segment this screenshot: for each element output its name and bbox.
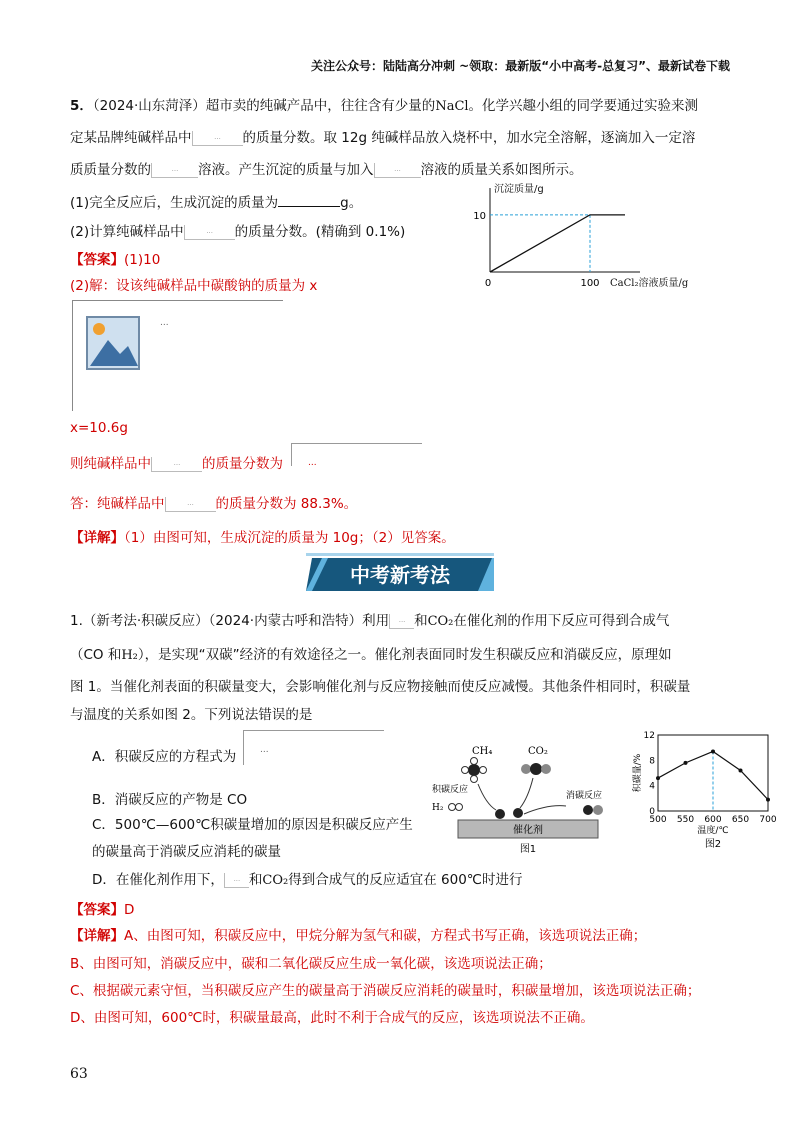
x-tick-label: 100 <box>580 278 600 289</box>
q5-then: 则纯碱样品中... 的质量分数为 <box>70 454 283 474</box>
q5-sub2: (2)计算纯碱样品中... 的质量分数。(精确到 0.1%) <box>70 222 405 242</box>
page-header: 关注公众号：陆陆高分冲刺 ~领取：最新版“小中高考-总复习”、最新试卷下载 <box>311 59 730 73</box>
h2-label: H₂ <box>432 803 444 813</box>
x-tick-label: 600 <box>704 815 722 825</box>
q1-line4: 与温度的关系如图 2。下列说法错误的是 <box>70 707 313 723</box>
q5-sub1: (1)完全反应后，生成沉淀的质量为 g。 <box>70 192 362 213</box>
y-tick-label: 0 <box>649 807 655 817</box>
precipitate-chart <box>470 180 700 290</box>
formula-placeholder <box>184 225 235 240</box>
q1-detail-b: B、由图可知，消碳反应中，碳和二氧化碳反应生成一氧化碳，该选项说法正确； <box>70 956 552 972</box>
q1-line1: 1.（新考法·积碳反应）（2024·内蒙古呼和浩特）利用... 和CO₂在催化剂的作用下反应可得到合成气 <box>70 611 669 632</box>
data-point <box>766 798 770 802</box>
x-tick-label: 0 <box>484 278 492 289</box>
ellipsis: ... <box>160 318 169 328</box>
q5-answer-2: (2)解：设该纯碱样品中碳酸钠的质量为 x <box>70 278 318 294</box>
figure-2-caption: 图2 <box>704 839 722 850</box>
option-c-line1: C．500℃—600℃积碳量增加的原因是积碳反应产生 <box>92 817 413 833</box>
y-tick-label: 10 <box>473 210 486 222</box>
remove-label: 消碳反应 <box>566 791 603 801</box>
q5-line1: 5．（2024·山东菏泽）超市卖的纯碱产品中，往往含有少量的NaCl。化学兴趣小组的同学要通过实验来测 <box>70 98 699 114</box>
catalyst-label: 催化剂 <box>513 825 543 836</box>
co2-label: CO₂ <box>528 746 548 757</box>
section-banner <box>306 553 494 593</box>
x-tick-label: 650 <box>731 815 750 825</box>
y-axis-label: 积碳量/% <box>633 753 643 793</box>
formula-placeholder <box>151 457 202 472</box>
q1-line3: 图 1。当催化剂表面的积碳量变大，会影响催化剂与反应物接触而使反应减慢。其他条件相同时，积碳量 <box>70 679 691 695</box>
formula-placeholder <box>224 873 249 888</box>
q5-answer: 【答案】(1)10 <box>70 252 161 268</box>
figure-1-caption: 图1 <box>519 844 537 855</box>
ellipsis: ... <box>260 745 269 755</box>
option-a: A．积碳反应的方程式为 <box>92 749 237 765</box>
formula-placeholder <box>374 163 421 178</box>
series-line <box>490 215 625 272</box>
carbon-atom <box>468 764 480 776</box>
formula-placeholder <box>389 614 414 629</box>
q5-detail: 【详解】（1）由图可知，生成沉淀的质量为 10g；（2）见答案。 <box>70 530 455 546</box>
q5-line3: 质质量分数的... 溶液。产生沉淀的质量与加入... 溶液的质量关系如图所示。 <box>70 160 583 180</box>
y-axis-label: 沉淀质量/g <box>494 184 544 195</box>
q5-line2: 定某品牌纯碱样品中... 的质量分数。取 12g 纯碱样品放入烧杯中，加水完全溶解，逐滴加入一定溶 <box>70 128 695 148</box>
answer-blank <box>278 192 340 207</box>
data-point <box>684 761 688 765</box>
q1-detail-d: D、由图可知，600℃时，积碳量最高，此时不利于合成气的反应，该选项说法不正确。 <box>70 1010 594 1026</box>
x-tick-label: 700 <box>759 815 777 825</box>
y-tick-label: 8 <box>649 756 655 767</box>
banner-title: 中考新考法 <box>350 563 450 587</box>
data-point <box>656 776 660 780</box>
ellipsis: ... <box>308 458 317 468</box>
x-axis-label: 温度/℃ <box>697 826 729 836</box>
formula-placeholder <box>151 163 198 178</box>
q1-detail-a: 【详解】A、由图可知，积碳反应中，甲烷分解为氢气和碳，方程式书写正确，该选项说法正确； <box>70 928 647 944</box>
x-tick-label: 500 <box>649 815 667 825</box>
ch4-label: CH₄ <box>472 746 493 757</box>
y-tick-label: 12 <box>643 731 655 741</box>
x-axis-label: CaCl₂溶液质量/g <box>610 278 689 289</box>
q1-line2: （CO 和H₂），是实现“双碳”经济的有效途径之一。催化剂表面同时发生积碳反应和消碳反应，原理如 <box>70 647 672 663</box>
figure-1-diagram <box>428 740 628 855</box>
x-result: x=10.6g <box>70 420 128 436</box>
data-point <box>739 768 743 772</box>
q1-detail-c: C、根据碳元素守恒，当积碳反应产生的碳量高于消碳反应消耗的碳量时，积碳量增加，该选项说法正确； <box>70 983 701 999</box>
x-tick-label: 550 <box>676 815 695 825</box>
carbon-temperature-chart <box>630 725 780 855</box>
data-point <box>711 749 715 753</box>
q5-final: 答：纯碱样品中... 的质量分数为 88.3%。 <box>70 494 357 514</box>
option-b: B．消碳反应的产物是 CO <box>92 792 248 808</box>
image-icon <box>86 316 140 370</box>
page-number: 63 <box>70 1066 88 1082</box>
y-tick-label: 4 <box>649 781 655 792</box>
q1-answer: 【答案】D <box>70 902 135 918</box>
deposit-label: 积碳反应 <box>432 785 469 795</box>
option-d: D．在催化剂作用下，... 和CO₂得到合成气的反应适宜在 600℃时进行 <box>92 870 522 891</box>
option-c-line2: 的碳量高于消碳反应消耗的碳量 <box>92 844 281 860</box>
formula-placeholder <box>192 131 243 146</box>
formula-placeholder <box>165 497 216 512</box>
